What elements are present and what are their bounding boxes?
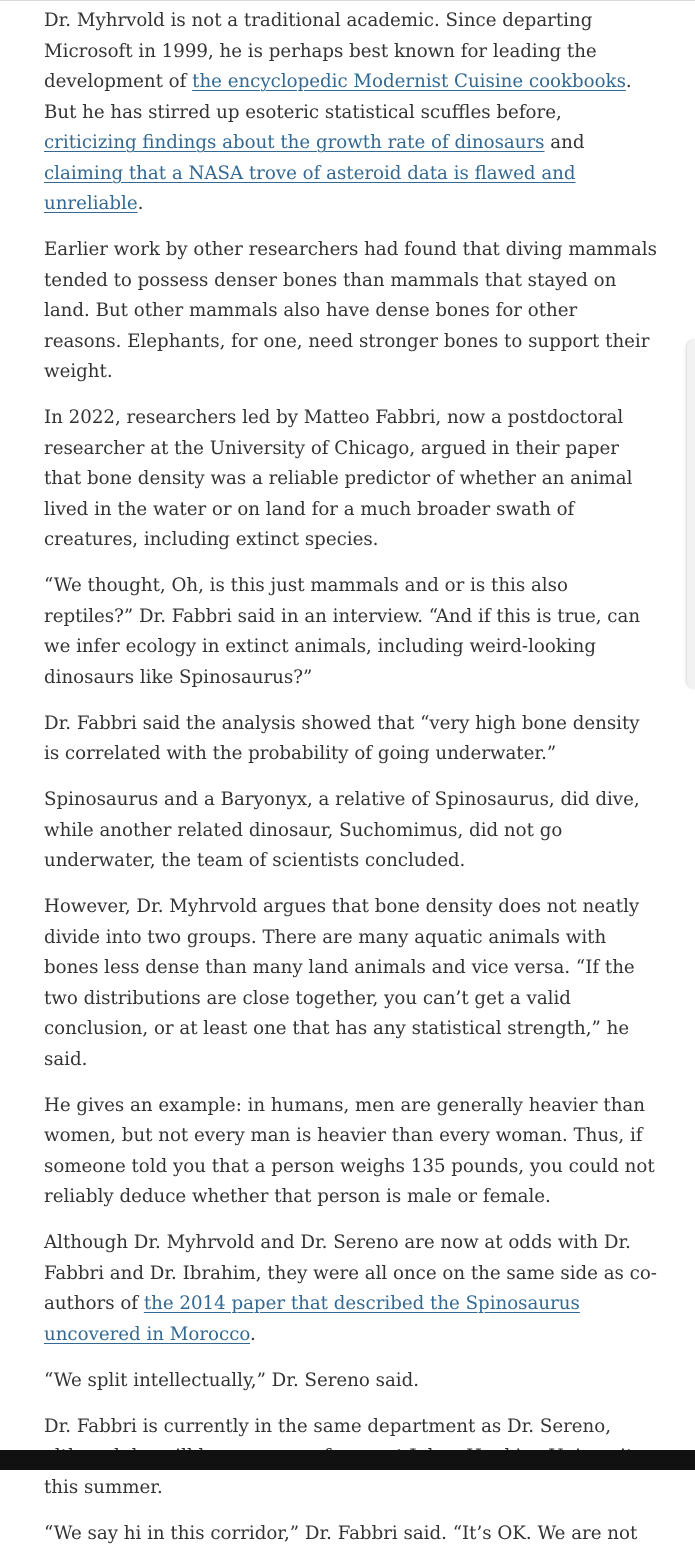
article-body — [44, 6, 660, 1565]
system-navigation-bar — [0, 1450, 695, 1470]
link-nasa-asteroid-data[interactable]: claiming that a NASA trove of asteroid data is flawed and unreliable — [44, 162, 576, 214]
paragraph-myhrvold-argument: However, Dr. Myhrvold argues that bone density does not neatly divide into two groups. There are many aquatic animals with bones less dense than many land animals and vice versa. “If the two distributions are close together, you can’t get a valid conclusion, or at least one that has any statistical strength,” he said. — [44, 896, 640, 1070]
paragraph-weight-example: He gives an example: in humans, men are generally heavier than women, but not every man is heavier than every woman. Thus, if someone told you that a person weighs 135 pounds, you could not reliably deduce whether that person is male or female. — [44, 1094, 655, 1207]
paragraph-fabbri-quote: “We thought, Oh, is this just mammals and or is this also reptiles?” Dr. Fabbri said in an interview. “And if this is true, can we infer ecology in extinct animals, including weird-looking dinosaurs like Spinosaurus?” — [44, 575, 641, 688]
link-2014-spinosaurus-paper[interactable]: the 2014 paper that described the Spinosaurus uncovered in Morocco — [44, 1293, 580, 1345]
paragraph-co-authors: Although Dr. Myhrvold and Dr. Sereno are now at odds with Dr. Fabbri and Dr. Ibrahim, they were all once on the same side as co-authors of the 2014 paper that described the Spinosaurus uncovered in Morocco. — [44, 1232, 657, 1345]
paragraph-corridor-quote: “We say hi in this corridor,” Dr. Fabbri said. “It’s OK. We are not — [44, 1522, 638, 1544]
paragraph-bone-density-analysis: Dr. Fabbri said the analysis showed that “very high bone density is correlated with the probability of going underwater.” — [44, 712, 640, 764]
paragraph-spinosaurus-baryonyx: Spinosaurus and a Baryonyx, a relative of Spinosaurus, did dive, while another related dinosaur, Suchomimus, did not go underwater, the team of scientists concluded. — [44, 789, 640, 871]
paragraph-fabbri-2022: In 2022, researchers led by Matteo Fabbri, now a postdoctoral researcher at the University of Chicago, argued in their paper that bone density was a reliable predictor of whether an animal lived in the water or on land for a much broader swath of creatures, including extinct species. — [44, 407, 633, 550]
link-dinosaur-growth-rate[interactable]: criticizing findings about the growth rate of dinosaurs — [44, 132, 545, 153]
paragraph-diving-mammals: Earlier work by other researchers had found that diving mammals tended to possess denser bones than mammals that stayed on land. But other mammals also have dense bones for other reasons. Elephants, for one, need stronger bones to support their weight. — [44, 239, 657, 382]
paragraph-myhrvold-background: Dr. Myhrvold is not a traditional academic. Since departing Microsoft in 1999, he is perhaps best known for leading the development of the encyclopedic Modernist Cuisine cookbooks. But he has stirred up esoteric statistical scuffles before, criticizing findings about the growth rate of dinosaurs and claiming that a NASA trove of asteroid data is flawed and unreliable. — [44, 10, 632, 214]
paragraph-split-intellectually: “We split intellectually,” Dr. Sereno said. — [44, 1369, 420, 1391]
side-panel-handle[interactable] — [686, 339, 695, 689]
link-modernist-cuisine[interactable]: the encyclopedic Modernist Cuisine cookbooks — [192, 71, 626, 92]
paragraph-fabbri-department: Dr. Fabbri is currently in the same department as Dr. Sereno, this summer. — [44, 1415, 611, 1498]
